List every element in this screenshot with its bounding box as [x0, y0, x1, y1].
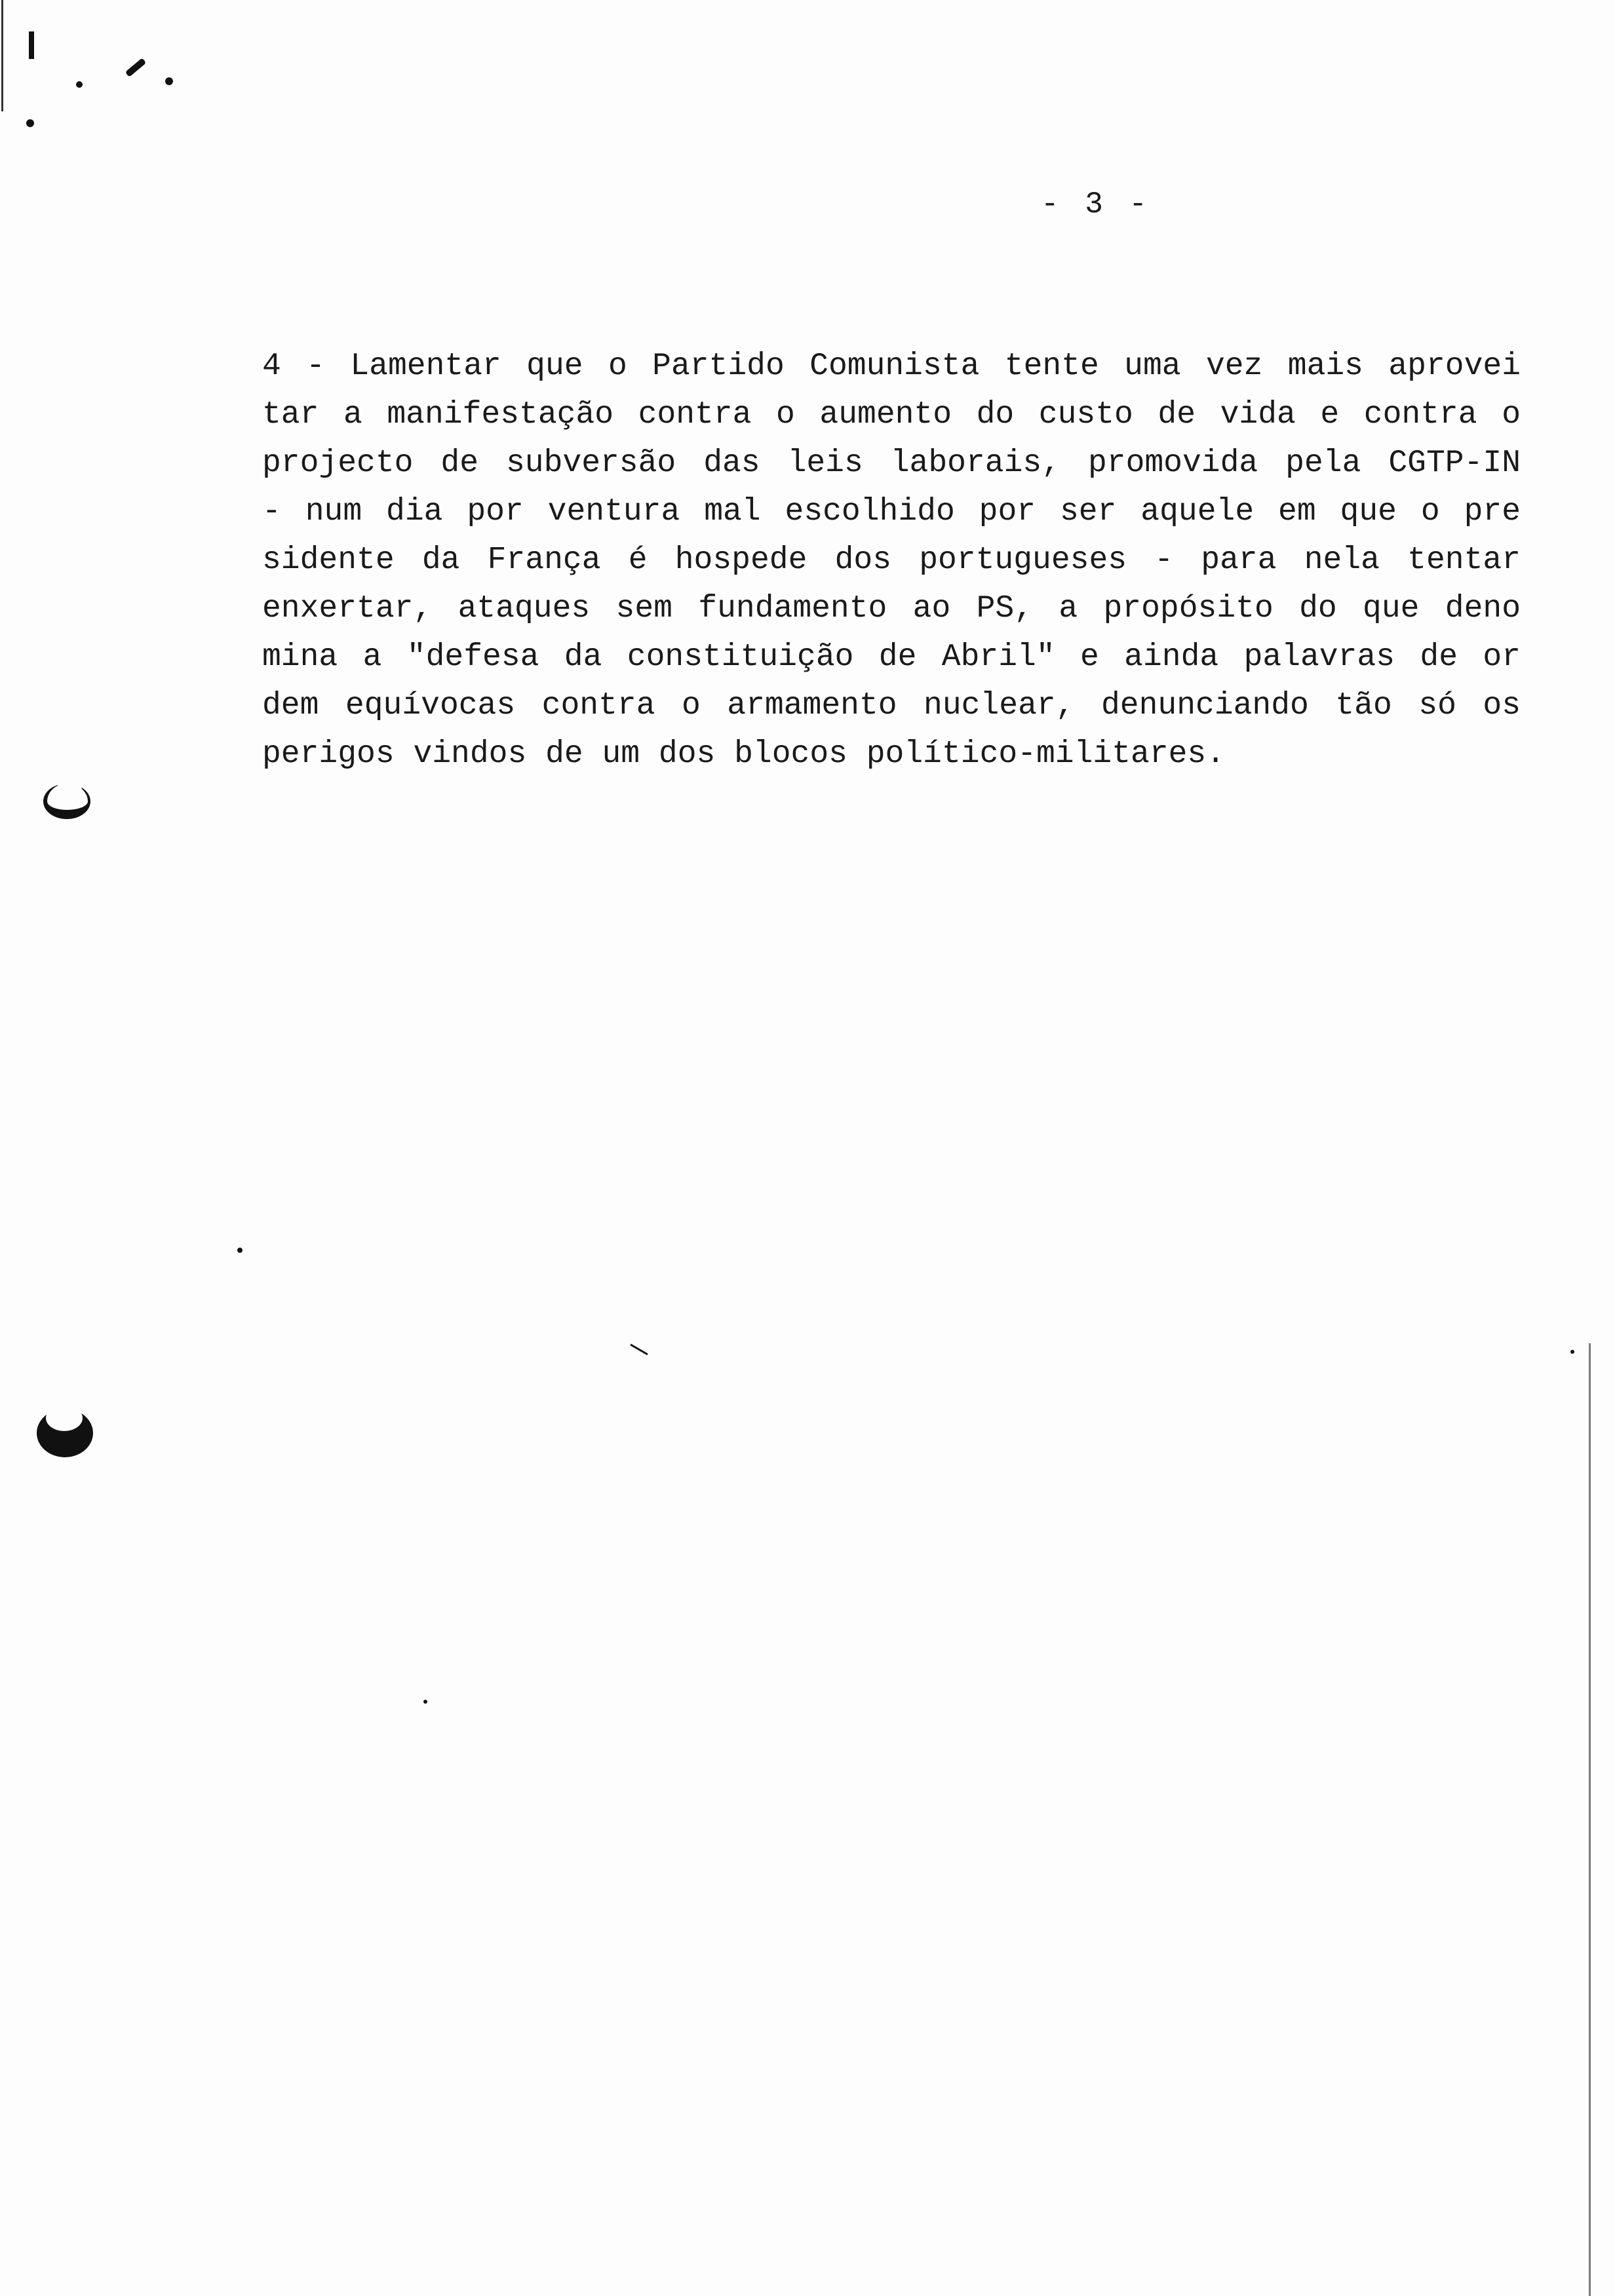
paragraph	[262, 342, 1521, 778]
punch-hole-mark	[37, 1409, 93, 1457]
text-line: dem equívocas contra o armamento nuclear, denunciando tão só os	[262, 688, 1521, 723]
scan-edge-mark	[1, 0, 3, 111]
scan-speck	[423, 1700, 427, 1704]
scan-speck	[29, 31, 34, 59]
scan-speck	[1570, 1350, 1574, 1354]
text-line: sidente da França é hospede dos portugueses - para nela tentar	[262, 543, 1521, 578]
text-line: projecto de subversão das leis laborais, promovida pela CGTP-IN	[262, 446, 1521, 481]
scan-speck	[26, 119, 34, 127]
text-line: enxertar, ataques sem fundamento ao PS, a propósito do que deno	[262, 591, 1521, 626]
scan-speck	[630, 1344, 648, 1356]
scan-speck	[125, 58, 146, 77]
scan-speck	[76, 81, 83, 88]
scan-speck	[237, 1248, 243, 1253]
text-line: perigos vindos de um dos blocos político-militares.	[262, 737, 1226, 772]
text-line: - num dia por ventura mal escolhido por ser aquele em que o pre	[262, 494, 1521, 529]
scan-speck	[165, 77, 173, 85]
scan-edge-mark	[1589, 1343, 1591, 2296]
page-number: - 3 -	[1041, 187, 1152, 221]
punch-hole-mark	[43, 784, 90, 819]
text-line: 4 - Lamentar que o Partido Comunista tente uma vez mais aprovei	[262, 349, 1521, 384]
text-line: mina a "defesa da constituição de Abril" e ainda palavras de or	[262, 640, 1521, 675]
text-line: tar a manifestação contra o aumento do custo de vida e contra o	[262, 397, 1521, 432]
